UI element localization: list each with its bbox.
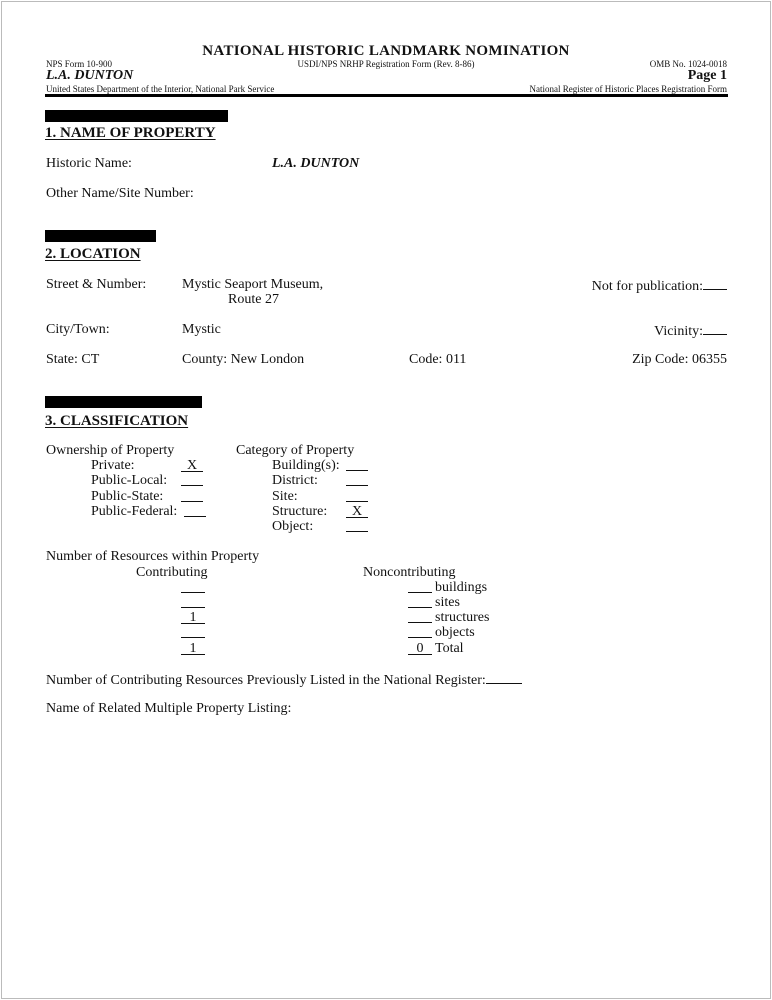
- ownership-mark: [181, 473, 203, 486]
- vicinity-field: [654, 322, 727, 340]
- street-line-1: Mystic Seaport Museum,: [182, 277, 324, 292]
- contributing-count: [181, 625, 205, 638]
- resource-type: objects: [435, 625, 475, 640]
- category-mark: [346, 473, 368, 486]
- street-line-2: Route 27: [228, 292, 279, 307]
- section-heading-classification: 3. CLASSIFICATION: [45, 413, 189, 429]
- category-label: District:: [272, 473, 318, 488]
- not-for-publication-field: [592, 277, 727, 295]
- page-number: Page 1: [687, 68, 727, 83]
- category-label: Object:: [272, 519, 314, 534]
- contributing-count: [181, 580, 205, 593]
- ownership-mark: [184, 504, 206, 517]
- county-field: County: New London: [182, 352, 305, 367]
- noncontributing-total: 0: [408, 642, 432, 655]
- register-form-label: National Register of Historic Places Registration Form: [529, 84, 727, 94]
- contributing-count: [181, 595, 205, 608]
- section-bar: [45, 110, 228, 122]
- related-listing-label: Name of Related Multiple Property Listing:: [46, 701, 292, 716]
- ownership-label: Public-Local:: [91, 473, 168, 488]
- state-field: State: CT: [46, 352, 100, 367]
- previously-listed-blank: [486, 671, 522, 684]
- form-title: NATIONAL HISTORIC LANDMARK NOMINATION: [202, 43, 570, 59]
- resource-type-total: Total: [435, 641, 464, 656]
- ownership-mark: [181, 489, 203, 502]
- street-label: Street & Number:: [46, 277, 147, 292]
- category-label: Site:: [272, 489, 298, 504]
- noncontributing-label: Noncontributing: [363, 565, 456, 580]
- not-for-publication-label: Not for publication:: [591, 279, 703, 294]
- noncontributing-count: [408, 595, 432, 608]
- previously-listed-field: [46, 671, 522, 689]
- city-label: City/Town:: [46, 322, 110, 337]
- registration-form-label: USDI/NPS NRHP Registration Form (Rev. 8-86): [297, 59, 475, 69]
- category-mark: X: [346, 505, 368, 518]
- vicinity-blank: [703, 322, 727, 335]
- historic-name-value: L.A. DUNTON: [272, 156, 360, 171]
- previously-listed-label: Number of Contributing Resources Previously Listed in the National Register:: [46, 673, 486, 688]
- code-field: Code: 011: [409, 352, 467, 367]
- noncontributing-count: [408, 580, 432, 593]
- contributing-total: 1: [181, 642, 205, 655]
- section-heading-location: 2. LOCATION: [45, 246, 141, 262]
- not-for-publication-blank: [703, 277, 727, 290]
- ownership-heading: Ownership of Property: [46, 443, 175, 458]
- department-label: United States Department of the Interior, National Park Service: [46, 84, 275, 94]
- category-mark: [346, 489, 368, 502]
- resource-type: structures: [435, 610, 490, 625]
- historic-name-label: Historic Name:: [46, 156, 132, 171]
- omb-number: OMB No. 1024-0018: [649, 59, 727, 69]
- resource-type: buildings: [435, 580, 488, 595]
- category-mark: [346, 458, 368, 471]
- vicinity-label: Vicinity:: [654, 324, 703, 339]
- section-bar: [45, 230, 156, 242]
- ownership-label: Private:: [91, 458, 135, 473]
- category-heading: Category of Property: [236, 443, 355, 458]
- section-heading-name: 1. NAME OF PROPERTY: [45, 125, 216, 141]
- ownership-label: Public-State:: [91, 489, 164, 504]
- noncontributing-count: [408, 625, 432, 638]
- header-property-name: L.A. DUNTON: [46, 68, 134, 83]
- header-rule: [45, 94, 728, 97]
- category-label: Building(s):: [272, 458, 340, 473]
- contributing-count: 1: [181, 611, 205, 624]
- category-label: Structure:: [272, 504, 328, 519]
- ownership-label: Public-Federal:: [91, 504, 178, 519]
- noncontributing-count: [408, 610, 432, 623]
- form-number: NPS Form 10-900: [46, 59, 113, 69]
- category-mark: [346, 519, 368, 532]
- section-bar: [45, 396, 202, 408]
- contributing-label: Contributing: [136, 565, 208, 580]
- other-name-label: Other Name/Site Number:: [46, 186, 194, 201]
- city-value: Mystic: [182, 322, 221, 337]
- zip-field: Zip Code: 06355: [632, 352, 727, 367]
- resource-type: sites: [435, 595, 460, 610]
- resources-heading: Number of Resources within Property: [46, 549, 260, 564]
- ownership-mark: X: [181, 459, 203, 472]
